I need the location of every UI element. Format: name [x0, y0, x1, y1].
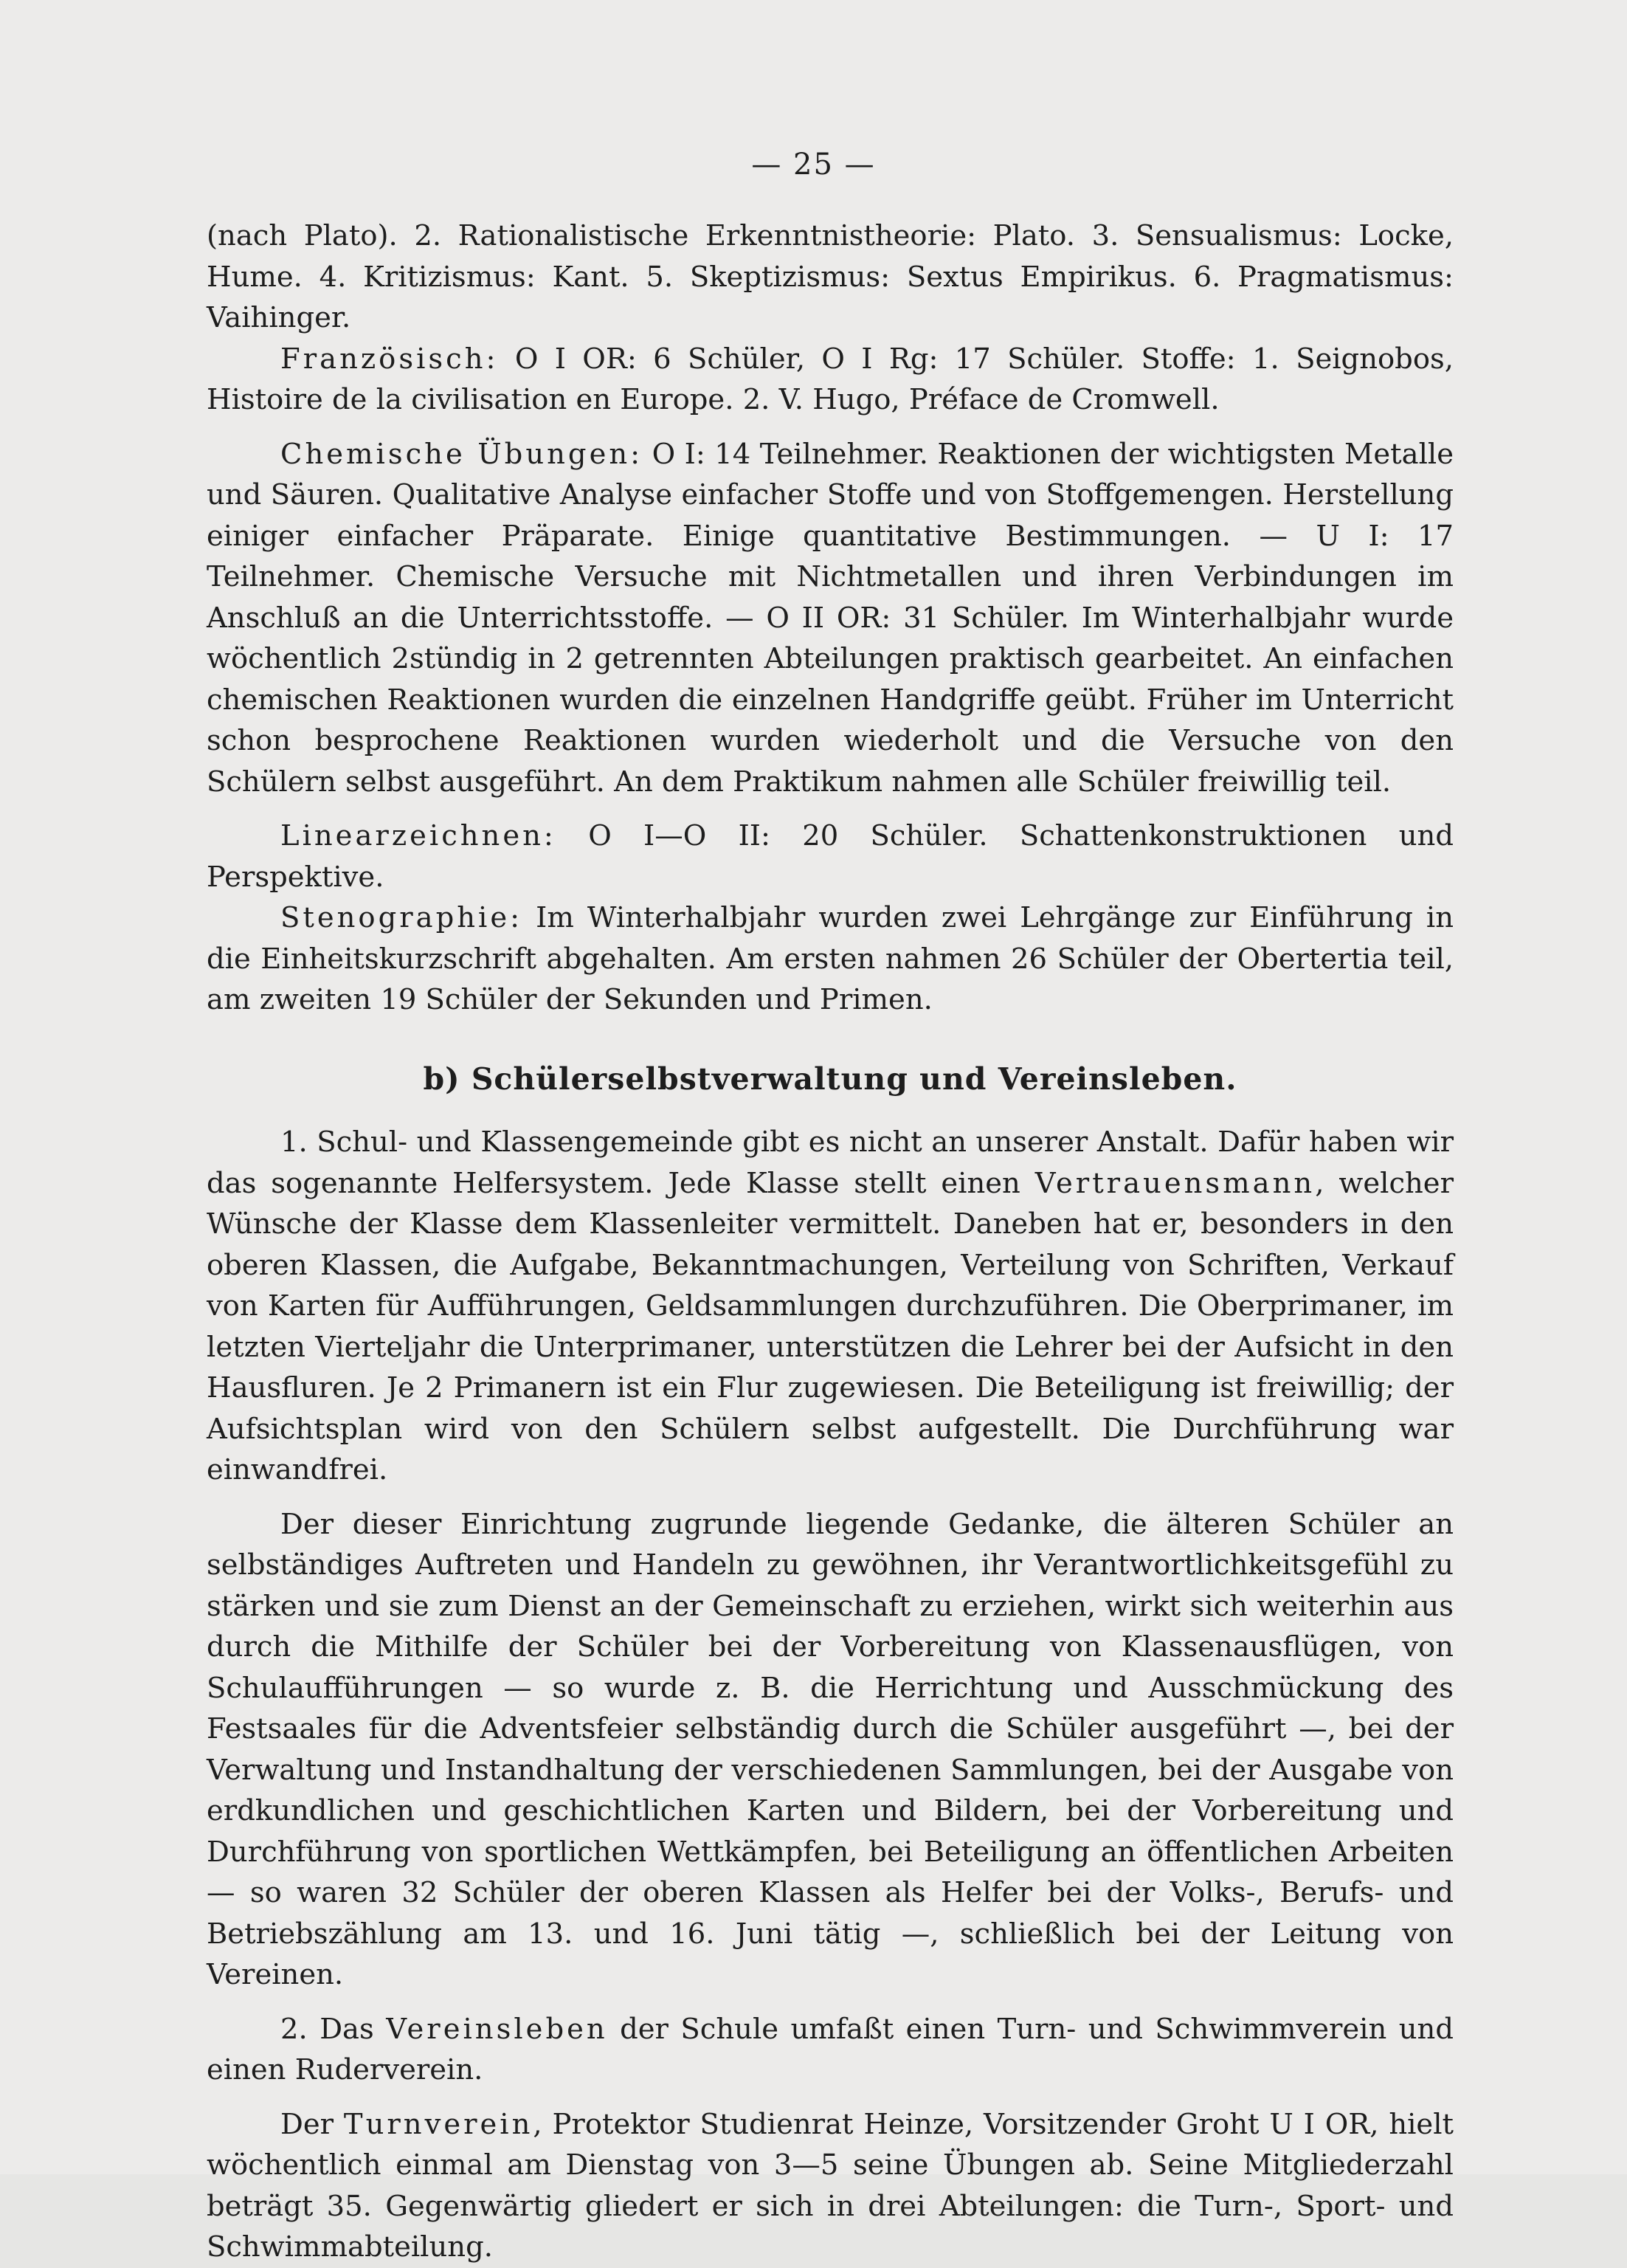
text-gym-club-a: Der	[280, 2107, 344, 2141]
text-stenography: Im Winterhalbjahr wurden zwei Lehrgänge zur Einführung in die Einheitskurzschrift abgehalten. Am ersten nahmen 26 Schüler der Obertertia teil, am zweiten 19 Schüler der Sekunden und Primen.	[207, 901, 1454, 1016]
label-stenography: Stenographie:	[280, 901, 523, 934]
paragraph-french	[207, 339, 1454, 421]
paragraph-philosophy-list: (nach Plato). 2. Rationalistische Erkenntnistheorie: Plato. 3. Sensualismus: Locke, Hume. 4. Kritizismus: Kant. 5. Skeptizismus: Sextus Empirikus. 6. Pragmatismus: Vaihinger.	[207, 219, 1454, 334]
text-linear-drawing: O I—O II: 20 Schüler. Schattenkonstruktionen und Perspektive.	[207, 819, 1454, 894]
paragraph-chemistry	[207, 434, 1454, 803]
text-gym-club-b: , Protektor Studienrat Heinze, Vorsitzender Groht U I OR, hielt wöchentlich einmal am Dienstag von 3—5 seine Übungen ab. Seine Mitgliederzahl beträgt 35. Gegenwärtig gliedert er sich in drei Abteilungen: die Turn-, Sport- und Schwimmabteilung.	[207, 2107, 1454, 2264]
label-chemistry: Chemische Übungen:	[280, 437, 643, 471]
paragraph-helper-system	[207, 1122, 1454, 1491]
text-club-life-b: der Schule umfaßt einen Turn- und Schwimmverein und einen Ruderverein.	[207, 2012, 1454, 2086]
text-chemistry: O I: 14 Teilnehmer. Reaktionen der wichtigsten Metalle und Säuren. Qualitative Analyse einfacher Stoffe und von Stoffgemengen. Herstellung einiger einfacher Präparate. Einige quantitative Bestimmungen. — U I: 17 Teilnehmer. Chemische Versuche mit Nichtmetallen und ihren Verbindungen im Anschluß an die Unterrichtsstoffe. — O II OR: 31 Schüler. Im Winterhalbjahr wurde wöchentlich 2stündig in 2 getrennten Abteilungen praktisch gearbeitet. An einfachen chemischen Reaktionen wurden die einzelnen Handgriffe geübt. Früher im Unterricht schon besprochene Reaktionen wurden wiederholt und die Versuche von den Schülern selbst ausgeführt. An dem Praktikum nahmen alle Schüler freiwillig teil.	[207, 437, 1454, 799]
term-vertrauensmann: Vertrauensmann	[1034, 1166, 1316, 1200]
paragraph-gym-club	[207, 2104, 1454, 2268]
paragraph-club-life	[207, 2009, 1454, 2091]
body-text	[207, 216, 1454, 2268]
term-vereinsleben: Vereinsleben	[386, 2012, 608, 2046]
text-club-life-a: 2. Das	[280, 2012, 387, 2046]
label-linear-drawing: Linearzeichnen:	[280, 819, 556, 852]
label-french: Französisch:	[280, 342, 499, 376]
text-helper-system-b: , welcher Wünsche der Klasse dem Klassenleiter vermittelt. Daneben hat er, besonders in den oberen Klassen, die Aufgabe, Bekanntmachungen, Verteilung von Schriften, Verkauf von Karten für Aufführungen, Geldsammlungen durchzuführen. Die Oberprimaner, im letzten Vierteljahr die Unterprimaner, unterstützen die Lehrer bei der Aufsicht in den Hausfluren. Je 2 Primanern ist ein Flur zugewiesen. Die Beteiligung ist freiwillig; der Aufsichtsplan wird von den Schülern selbst aufgestellt. Die Durchführung war einwandfrei.	[207, 1166, 1454, 1486]
paragraph-stenography	[207, 897, 1454, 1021]
text-french: O I OR: 6 Schüler, O I Rg: 17 Schüler. Stoffe: 1. Seignobos, Histoire de la civilisation en Europe. 2. V. Hugo, Préface de Cromwell.	[207, 342, 1454, 416]
section-heading: b) Schülerselbstverwaltung und Vereinsleben.	[423, 1061, 1237, 1097]
paragraph-linear-drawing	[207, 816, 1454, 897]
page-number: — 25 —	[751, 148, 876, 182]
text-helper-system-a: 1. Schul- und Klassengemeinde gibt es nicht an unserer Anstalt. Dafür haben wir das sogenannte Helfersystem. Jede Klasse stellt einen	[207, 1126, 1454, 1200]
paragraph-self-governance: Der dieser Einrichtung zugrunde liegende Gedanke, die älteren Schüler an selbständiges Auftreten und Handeln zu gewöhnen, ihr Verantwortlichkeitsgefühl zu stärken und sie zum Dienst an der Gemeinschaft zu erziehen, wirkt sich weiterhin aus durch die Mithilfe der Schüler bei der Vorbereitung von Klassenausflügen, von Schulaufführungen — so wurde z. B. die Herrichtung und Ausschmückung des Festsaales für die Adventsfeier selbständig durch die Schüler ausgeführt —, bei der Verwaltung und Instandhaltung der verschiedenen Sammlungen, bei der Ausgabe von erdkundlichen und geschichtlichen Karten und Bildern, bei der Vorbereitung und Durchführung von sportlichen Wettkämpfen, bei Beteiligung an öffentlichen Arbeiten — so waren 32 Schüler der oberen Klassen als Helfer bei der Volks-, Berufs- und Betriebszählung am 13. und 16. Juni tätig —, schließlich bei der Leitung von Vereinen.	[207, 1507, 1454, 1991]
term-turnverein: Turnverein	[343, 2107, 533, 2141]
